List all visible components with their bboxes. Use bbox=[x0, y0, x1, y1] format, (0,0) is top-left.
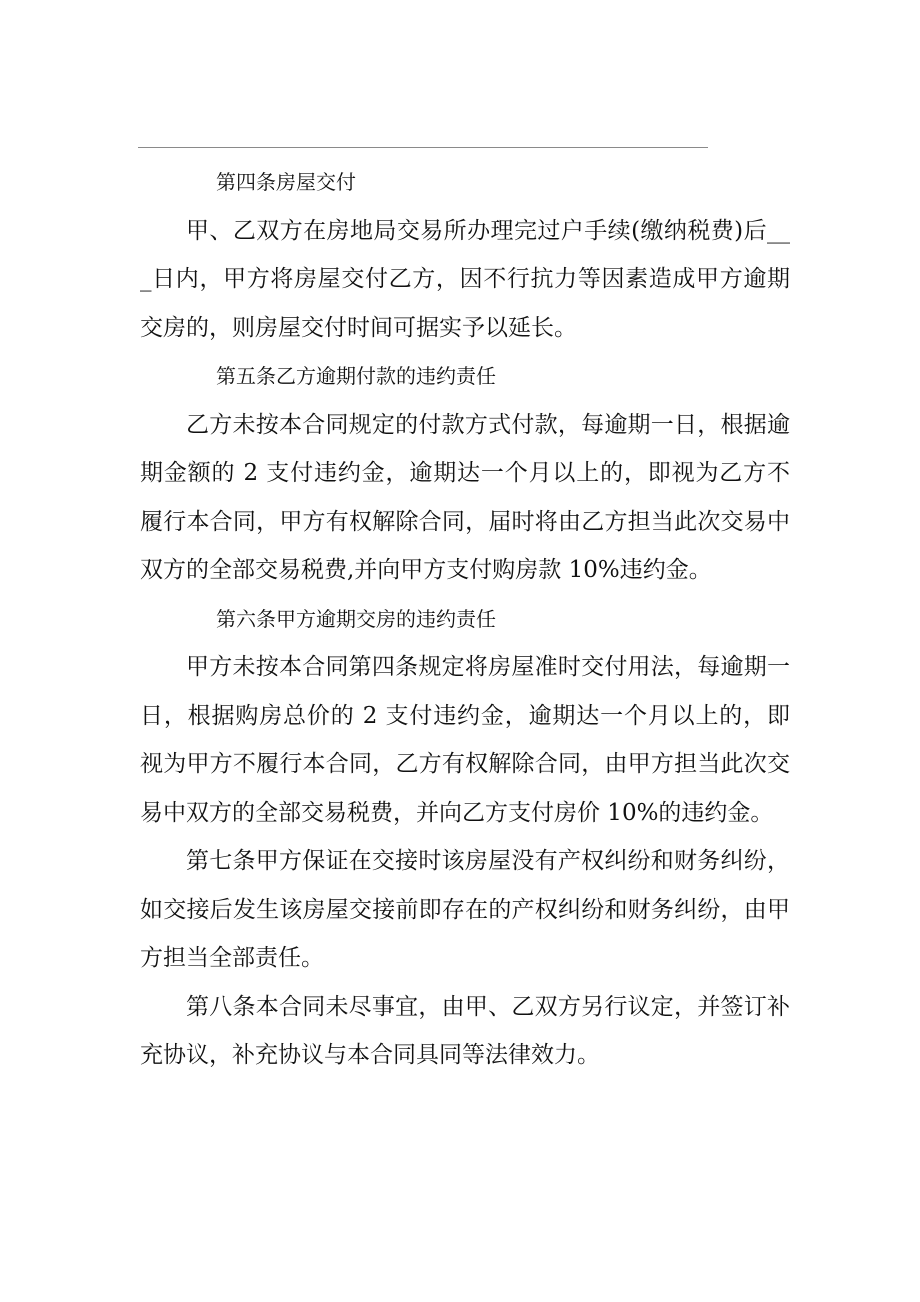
article-7-text: 第七条甲方保证在交接时该房屋没有产权纠纷和财务纠纷，如交接后发生该房屋交接前即存在的产权纠纷和财务纠纷，由甲方担当全部责任。 bbox=[140, 848, 790, 971]
article-8-text: 第八条本合同未尽事宜，由甲、乙双方另行议定，并签订补充协议，补充协议与本合同具同等法律效力。 bbox=[140, 993, 790, 1068]
article-5-text: 乙方未按本合同规定的付款方式付款，每逾期一日，根据逾期金额的 2 支付违约金，逾期达一个月以上的，即视为乙方不履行本合同，甲方有权解除合同，届时将由乙方担当此次交易中双方的全部交易税费,并向甲方支付购房款 10%违约金。 bbox=[140, 411, 790, 583]
article-6-text: 甲方未按本合同第四条规定将房屋准时交付用法，每逾期一日，根据购房总价的 2 支付违约金，逾期达一个月以上的，即视为甲方不履行本合同，乙方有权解除合同，由甲方担当此次交易中双方的全部交易税费，并向乙方支付房价 10%的违约金。 bbox=[140, 654, 790, 826]
header-rule bbox=[138, 147, 708, 148]
contract-body bbox=[140, 158, 790, 1080]
article-5-heading: 第五条乙方逾期付款的违约责任 bbox=[216, 364, 496, 388]
article-6-heading: 第六条甲方逾期交房的违约责任 bbox=[216, 606, 496, 631]
article-4-heading: 第四条房屋交付 bbox=[216, 170, 356, 194]
article-4-text: 甲、乙双方在房地局交易所办理完过户手续(缴纳税费)后___日内，甲方将房屋交付乙方，因不行抗力等因素造成甲方逾期交房的，则房屋交付时间可据实予以延长。 bbox=[140, 217, 790, 341]
